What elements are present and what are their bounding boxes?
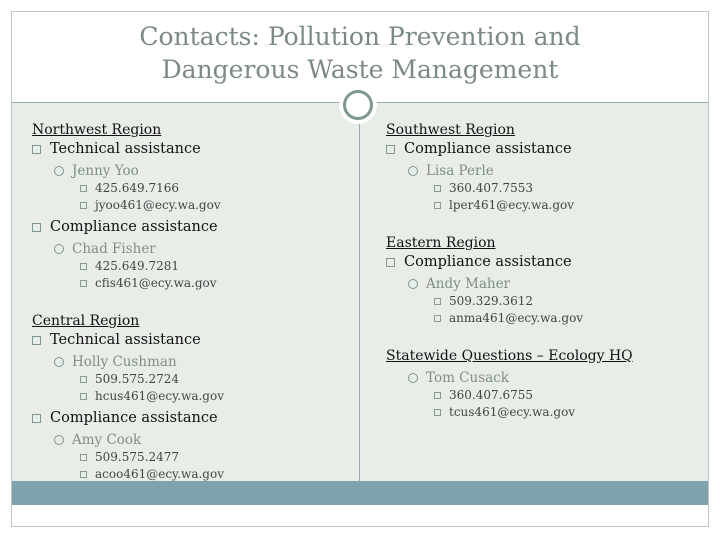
title-line-2: Dangerous Waste Management	[161, 55, 559, 84]
contact-name: Jenny Yoo	[32, 162, 352, 180]
region-heading: Southwest Region	[386, 122, 515, 138]
contact-email: acoo461@ecy.wa.gov	[32, 466, 352, 483]
contact-name: Chad Fisher	[32, 240, 352, 258]
left-column	[32, 121, 352, 489]
slide	[11, 11, 709, 527]
contact-phone: 509.575.2477	[32, 449, 352, 466]
category-item: Technical assistance	[32, 140, 352, 159]
region-statewide	[386, 347, 696, 421]
contact-email: lper461@ecy.wa.gov	[386, 197, 696, 214]
square-bullet-icon	[80, 393, 87, 400]
content-area	[12, 102, 708, 505]
circle-bullet-icon	[54, 244, 64, 254]
square-bullet-icon	[32, 223, 41, 232]
square-bullet-icon	[80, 376, 87, 383]
category-item: Compliance assistance	[32, 218, 352, 237]
contact-phone: 509.575.2724	[32, 371, 352, 388]
contact-name: Holly Cushman	[32, 353, 352, 371]
square-bullet-icon	[434, 409, 441, 416]
column-divider	[359, 103, 360, 505]
square-bullet-icon	[434, 315, 441, 322]
contact-phone: 360.407.6755	[386, 387, 696, 404]
category-item: Compliance assistance	[32, 409, 352, 428]
square-bullet-icon	[434, 392, 441, 399]
circle-bullet-icon	[54, 357, 64, 367]
contact-name: Andy Maher	[386, 275, 696, 293]
right-column	[386, 121, 696, 427]
circle-bullet-icon	[408, 279, 418, 289]
page-title	[12, 12, 708, 86]
region-southwest	[386, 121, 696, 214]
square-bullet-icon	[32, 414, 41, 423]
category-item: Compliance assistance	[386, 253, 696, 272]
circle-bullet-icon	[54, 166, 64, 176]
region-heading: Central Region	[32, 313, 140, 329]
square-bullet-icon	[386, 145, 395, 154]
title-area	[12, 12, 708, 102]
category-item: Technical assistance	[32, 331, 352, 350]
region-eastern	[386, 234, 696, 327]
square-bullet-icon	[80, 280, 87, 287]
contact-phone: 425.649.7166	[32, 180, 352, 197]
contact-phone: 509.329.3612	[386, 293, 696, 310]
circle-bullet-icon	[408, 373, 418, 383]
square-bullet-icon	[80, 471, 87, 478]
square-bullet-icon	[434, 202, 441, 209]
contact-name: Tom Cusack	[386, 369, 696, 387]
contact-email: anma461@ecy.wa.gov	[386, 310, 696, 327]
region-central	[32, 312, 352, 483]
contact-email: tcus461@ecy.wa.gov	[386, 404, 696, 421]
contact-name: Lisa Perle	[386, 162, 696, 180]
square-bullet-icon	[80, 263, 87, 270]
square-bullet-icon	[80, 185, 87, 192]
footer-bar	[12, 481, 708, 505]
region-heading: Northwest Region	[32, 122, 162, 138]
square-bullet-icon	[386, 258, 395, 267]
region-northwest	[32, 121, 352, 292]
square-bullet-icon	[434, 298, 441, 305]
contact-phone: 360.407.7553	[386, 180, 696, 197]
contact-name: Amy Cook	[32, 431, 352, 449]
region-heading: Statewide Questions – Ecology HQ	[386, 348, 633, 364]
circle-bullet-icon	[408, 166, 418, 176]
category-item: Compliance assistance	[386, 140, 696, 159]
contact-phone: 425.649.7281	[32, 258, 352, 275]
contact-email: jyoo461@ecy.wa.gov	[32, 197, 352, 214]
region-heading: Eastern Region	[386, 235, 496, 251]
square-bullet-icon	[32, 145, 41, 154]
square-bullet-icon	[32, 336, 41, 345]
circle-bullet-icon	[54, 435, 64, 445]
title-line-1: Contacts: Pollution Prevention and	[139, 22, 581, 51]
contact-email: cfis461@ecy.wa.gov	[32, 275, 352, 292]
contact-email: hcus461@ecy.wa.gov	[32, 388, 352, 405]
square-bullet-icon	[434, 185, 441, 192]
square-bullet-icon	[80, 454, 87, 461]
decorative-ring-icon	[343, 90, 373, 120]
square-bullet-icon	[80, 202, 87, 209]
